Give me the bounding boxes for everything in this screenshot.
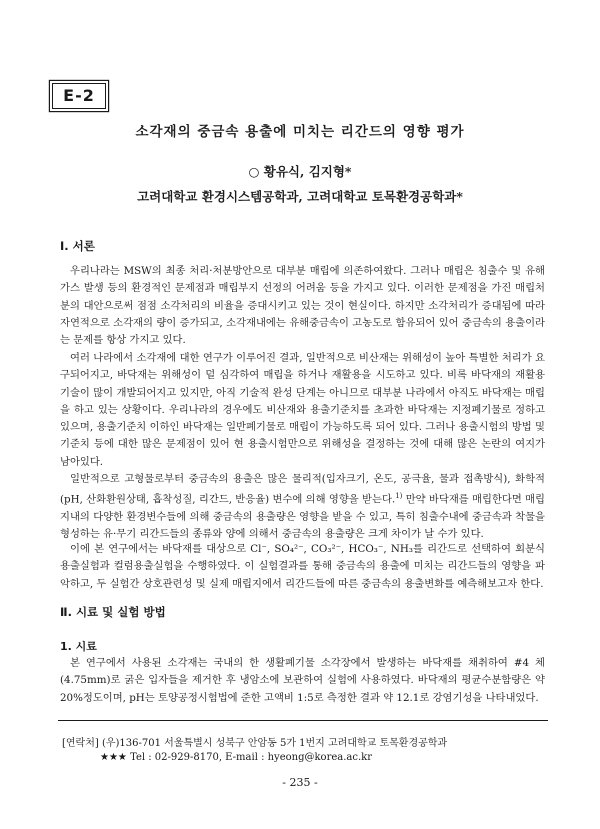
intro-paragraph-4: 이에 본 연구에서는 바닥재를 대상으로 Cl⁻, SO₄²⁻, CO₃²⁻, HCO₃⁻, NH₃를 리간드로 선택하여 회분식 용출실험과 컬럼용출실험을 수행하였다. 이 실험결과를 통해 중금속의 용출에 미치는 리간드들의 영향을 파악하고, 두 실험간 상호관련성 및 실제 매립지에서 리간드들에 따른 중금속의 용출변화를 예측해보고자 한다. [60,543,545,590]
contact-tel-email: ★★★ Tel : 02-929-8170, E-mail : hyeong@korea.ac.kr [100,752,372,763]
intro-paragraph-2: 여러 나라에서 소각재에 대한 연구가 이루어진 결과, 일반적으로 비산재는 위해성이 높아 특별한 처리가 요구되어지고, 바닥재는 위해성이 덜 심각하여 매립을 하거나 재활용을 시도하고 있다. 비록 바닥재의 재활용 기술이 많이 개발되어지고 있지만, 아직 기술적 완성 단계는 아니므로 대부분 나라에서 아직도 바닥재는 매립을 하고 있는 상황이다. 우리나라의 경우에도 비산재와 용출기준치를 초과한 바닥재는 지정폐기물로 정하고 있으며, 용출기준치 이하인 바닥재는 일반폐기물로 매립이 가능하도록 되어 있다. 그러나 용출시험의 방법 및 기준치 등에 대한 많은 문제점이 있어 현 용출시험만으로 위해성을 결정하는 것에 대해 많은 논란의 여지가 남아있다. [60,352,545,468]
intro-paragraph-3-part-a: 일반적으로 고형물로부터 중금속의 용출은 많은 물리적(입자크기, 온도, 공극율, 물과 접촉방식), 화학적(pH, 산화환원상태, 흡착성질, 리간드, 반응율) 변수에 의해 영향을 받는다. [60,473,545,506]
contact-address: [연락처] (우)136-701 서울특별시 성북구 안암동 5가 1번지 고려대학교 토목환경공학과 [62,738,448,749]
methods-heading: Ⅱ. 시료 및 실험 방법 [60,605,166,619]
intro-paragraph-3-part-b: 만약 바닥재를 매립한다면 매립지내의 다양한 환경변수들에 의해 중금속의 용출량은 영향을 받을 수 있고, 특히 침출수내에 중금속과 착물을 형성하는 유·무기 리간드들의 종류와 양에 의해서 중금속의 용출량은 크게 차이가 날 수가 있다. [60,493,546,541]
intro-heading: Ⅰ. 서론 [60,239,95,253]
intro-paragraph-1: 우리나라는 MSW의 최종 처리·처분방안으로 대부분 매립에 의존하여왔다. 그러나 매립은 침출수 및 유해가스 발생 등의 환경적인 문제점과 매립부지 선정의 어려움 등을 가지고 있다. 이러한 문제점을 가진 매립처분의 대안으로써 점점 소각처리의 비율을 증대시키고 있는 것이 현실이다. 하지만 소각처리가 증대됨에 따라 자연적으로 소각재의 량이 증가되고, 소각재내에는 유해중금속이 고농도로 함유되어 있어 중금속의 용출이라는 문제를 항상 가지고 있다. [60,265,545,347]
author-list: ○ 황유식, 김지형* [248,164,352,179]
citation-superscript: 1) [395,492,403,501]
sample-subheading: 1. 시료 [60,640,97,653]
intro-paragraph-3 [60,471,545,544]
session-code-box: E-2 [52,83,106,109]
footnote-divider [58,720,548,721]
affiliation: 고려대학교 환경시스템공학과, 고려대학교 토목환경공학과* [137,189,463,204]
paper-title: 소각재의 중금속 용출에 미치는 리간드의 영향 평가 [135,124,465,140]
sample-paragraph: 본 연구에서 사용된 소각재는 국내의 한 생활폐기물 소각장에서 발생하는 바닥재를 채취하여 #4 체(4.75mm)로 굵은 입자들을 제거한 후 냉암소에 보관하여 실험에 사용하였다. 바닥재의 평균수분함량은 약 20%정도이며, pH는 토양공정시험법에 준한 고액비 1:5로 측정한 결과 약 12.1로 강염기성을 나타내었다. [60,657,545,704]
page-number: - 235 - [282,776,318,789]
